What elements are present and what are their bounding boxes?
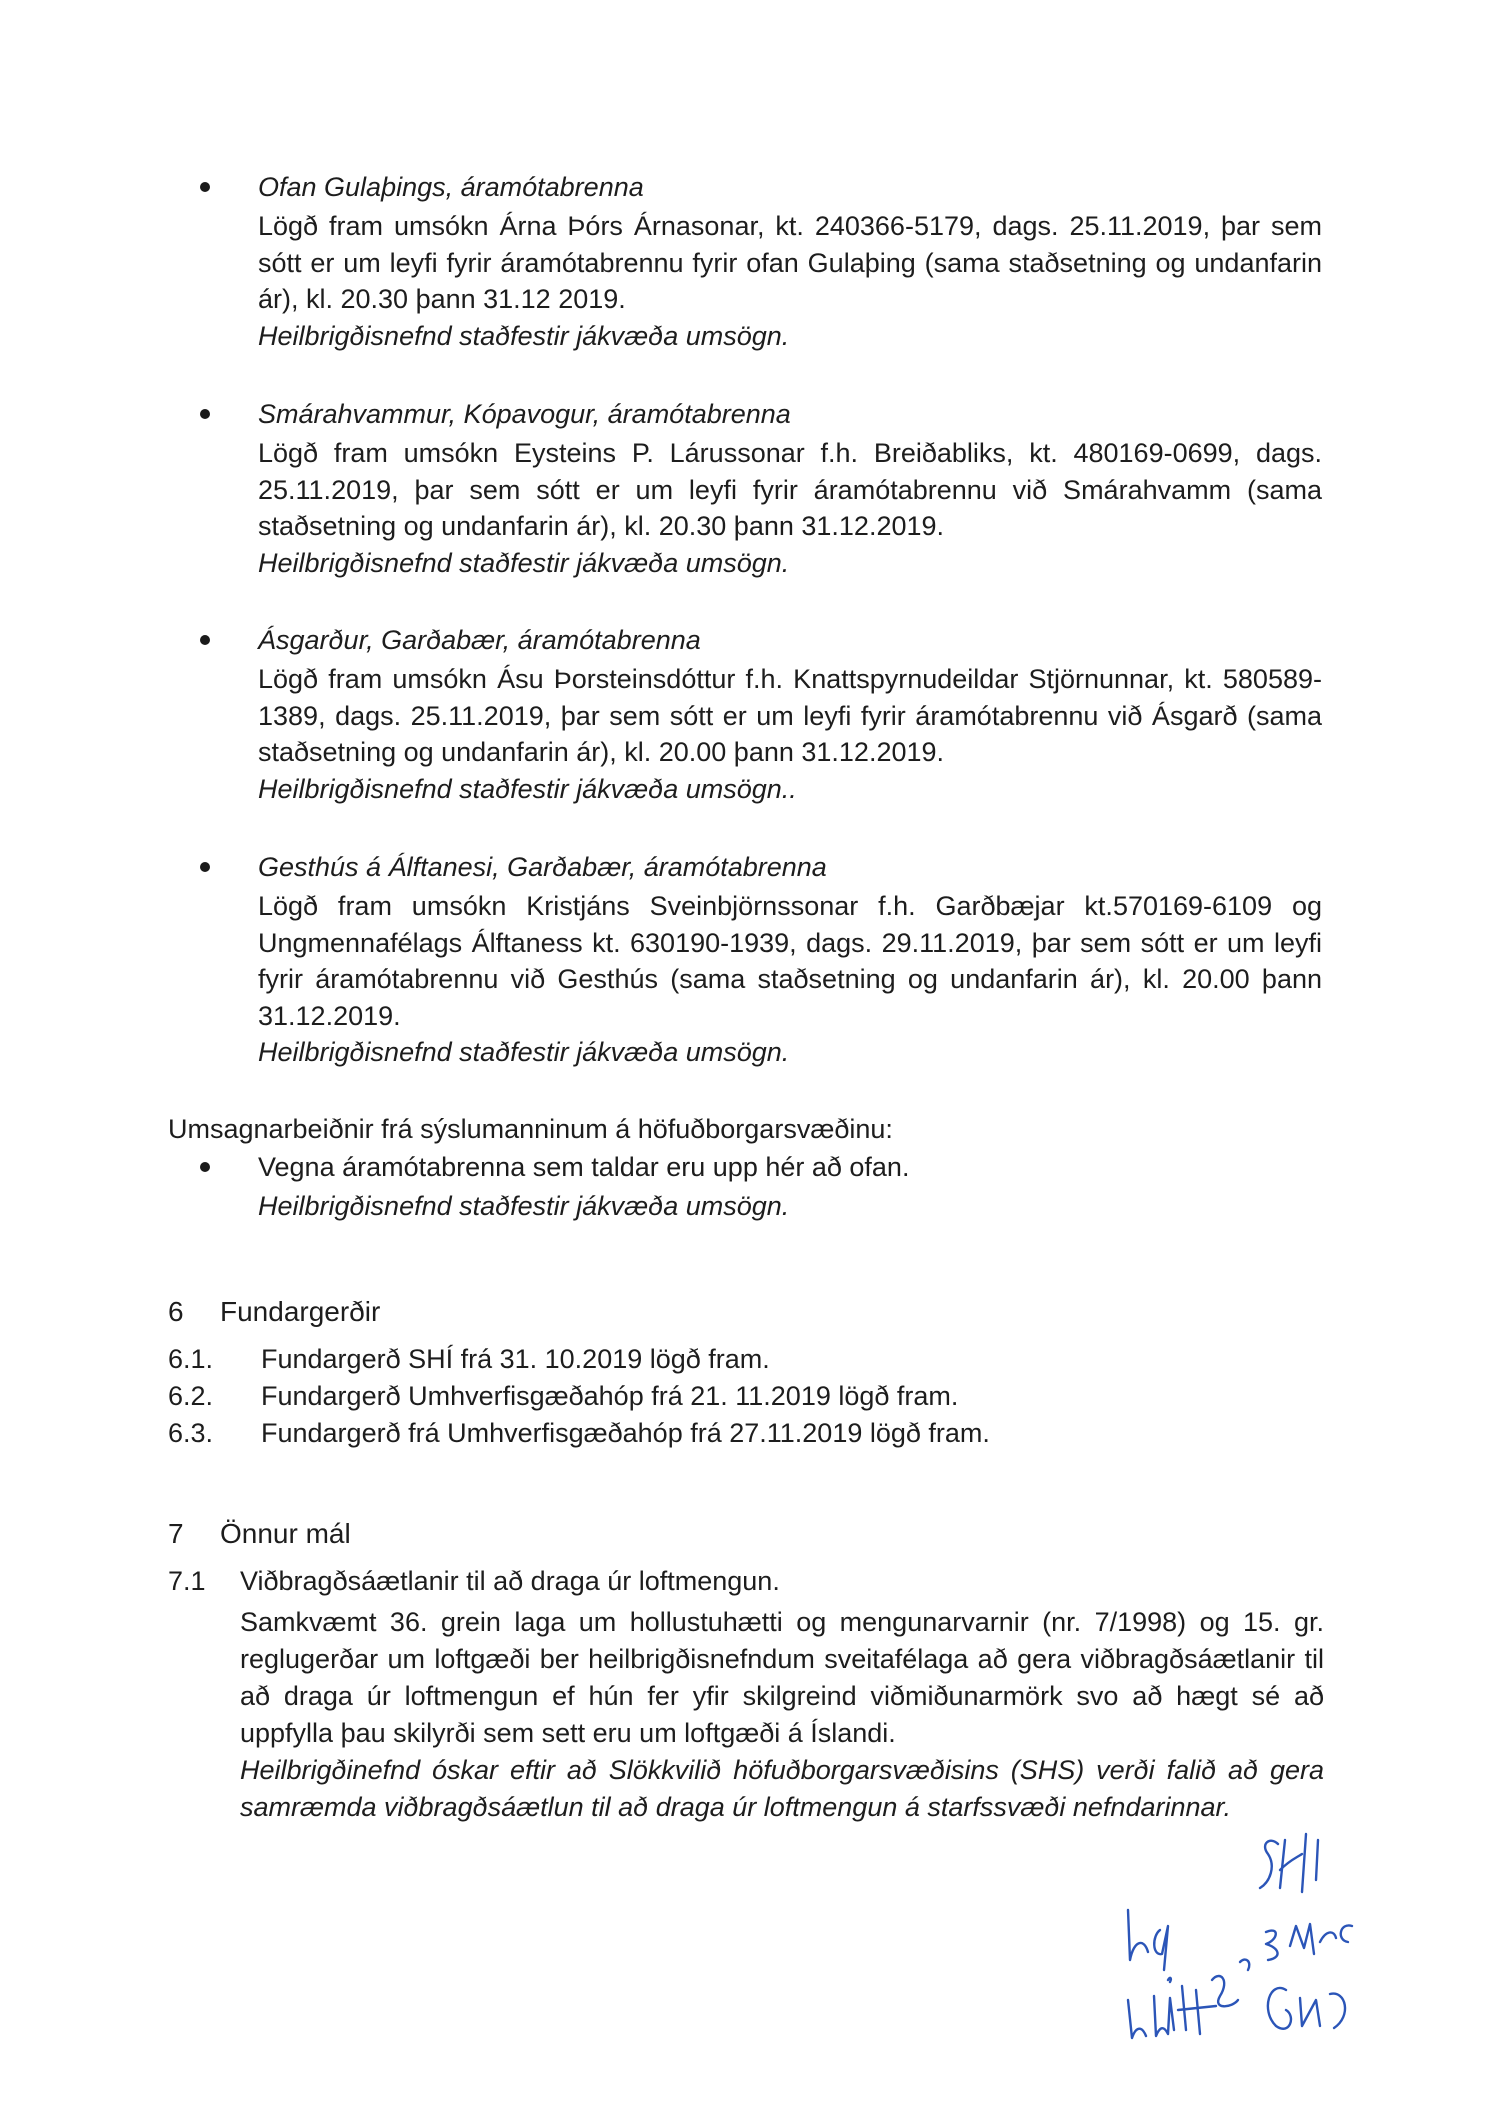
bonfire-body-text: Lögð fram umsókn Árna Þórs Árnasonar, kt. 240366-5179, dags. 25.11.2019, þar sem sótt er um leyfi fyrir áramótabrennu fyrir ofan Gulaþing (sama staðsetning og undanfarin ár), kl. 20.30 þann 31.12 2019.	[258, 211, 1322, 314]
bullet-icon	[200, 635, 210, 645]
committee-verdict: Heilbrigðisnefnd staðfestir jákvæða umsögn.	[258, 1037, 790, 1067]
bullet-icon	[200, 182, 210, 192]
bullet-icon	[200, 862, 210, 872]
section-paragraph	[240, 1604, 1324, 1826]
item-text: Fundargerð frá Umhverfisgæðahóp frá 27.11.2019 lögð fram.	[261, 1418, 990, 1448]
request-text: Vegna áramótabrenna sem taldar eru upp hér að ofan.	[258, 1152, 910, 1182]
committee-verdict: Heilbrigðisnefnd staðfestir jákvæða umsögn.	[258, 320, 790, 351]
committee-verdict: Heilbrigðisnefnd staðfestir jákvæða umsögn..	[258, 773, 797, 804]
subsection-title: Viðbragðsáætlanir til að draga úr loftmengun.	[240, 1566, 780, 1596]
section-title: Önnur mál	[220, 1518, 351, 1549]
committee-verdict: Heilbrigðisnefnd staðfestir jákvæða umsögn.	[258, 547, 790, 578]
bonfire-title: Ásgarður, Garðabær, áramótabrenna	[258, 625, 701, 655]
subsection-number: 7.1	[168, 1566, 206, 1596]
bonfire-description	[258, 661, 1322, 807]
bonfire-title: Ofan Gulaþings, áramótabrenna	[258, 172, 644, 202]
section-title: Fundargerðir	[220, 1296, 381, 1327]
bonfire-body-text: Lögð fram umsókn Ásu Þorsteinsdóttur f.h. Knattspyrnudeildar Stjörnunnar, kt. 580589-1389, dags. 25.11.2019, þar sem sótt er um leyfi fyrir áramótabrennu við Ásgarð (sama staðsetning og undanfarin ár), kl. 20.00 þann 31.12.2019.	[258, 664, 1322, 767]
bonfire-description	[258, 435, 1322, 581]
list-item	[168, 1418, 990, 1449]
bullet-icon	[200, 409, 210, 419]
committee-verdict: Heilbrigðisnefnd staðfestir jákvæða umsögn.	[258, 1191, 790, 1221]
bonfire-body-text: Lögð fram umsókn Eysteins P. Lárussonar f.h. Breiðabliks, kt. 480169-0699, dags. 25.11.2019, þar sem sótt er um leyfi fyrir áramótabrennu við Smárahvamm (sama staðsetning og undanfarin ár), kl. 20.30 þann 31.12.2019.	[258, 438, 1322, 541]
committee-decision: Heilbrigðinefnd óskar eftir að Slökkvilið höfuðborgarsvæðisins (SHS) verði falið að gera samræmda viðbragðsáætlun til að draga úr loftmengun á starfssvæði nefndarinnar.	[240, 1755, 1324, 1822]
item-number: 6.1.	[168, 1344, 214, 1374]
bonfire-description	[258, 208, 1322, 354]
item-text: Fundargerð Umhverfisgæðahóp frá 21. 11.2019 lögð fram.	[261, 1381, 959, 1411]
requests-heading: Umsagnarbeiðnir frá sýslumanninum á höfuðborgarsvæðinu:	[168, 1114, 893, 1144]
subsection-heading	[168, 1566, 780, 1597]
bullet-icon	[200, 1162, 210, 1172]
item-number: 6.3.	[168, 1418, 214, 1448]
paragraph-text: Samkvæmt 36. grein laga um hollustuhætti og mengunarvarnir (nr. 7/1998) og 15. gr. reglugerðar um loftgæði ber heilbrigðisnefndum sveitafélaga að gera viðbragðsáætlanir til að draga úr loftmengun ef hún fer yfir skilgreind viðmiðunarmörk svo að hægt sé að uppfylla þau skilyrði sem sett eru um loftgæði á Íslandi.	[240, 1607, 1324, 1748]
bonfire-title: Gesthús á Álftanesi, Garðabær, áramótabrenna	[258, 852, 827, 882]
bonfire-body-text: Lögð fram umsókn Kristjáns Sveinbjörnssonar f.h. Garðbæjar kt.570169-6109 og Ungmennafélags Álftaness kt. 630190-1939, dags. 29.11.2019, þar sem sótt er um leyfi fyrir áramótabrennu við Gesthús (sama staðsetning og undanfarin ár), kl. 20.00 þann 31.12.2019.	[258, 891, 1322, 1031]
section-number: 6	[168, 1296, 184, 1327]
signature-initials	[1120, 1830, 1370, 2050]
request-verdict-wrap	[258, 1188, 1322, 1225]
item-number: 6.2.	[168, 1381, 214, 1411]
list-item	[168, 1381, 958, 1412]
bonfire-description	[258, 888, 1322, 1071]
item-text: Fundargerð SHÍ frá 31. 10.2019 lögð fram.	[261, 1344, 770, 1374]
list-item	[168, 1344, 770, 1375]
section-number: 7	[168, 1518, 184, 1549]
bonfire-title: Smárahvammur, Kópavogur, áramótabrenna	[258, 399, 791, 429]
